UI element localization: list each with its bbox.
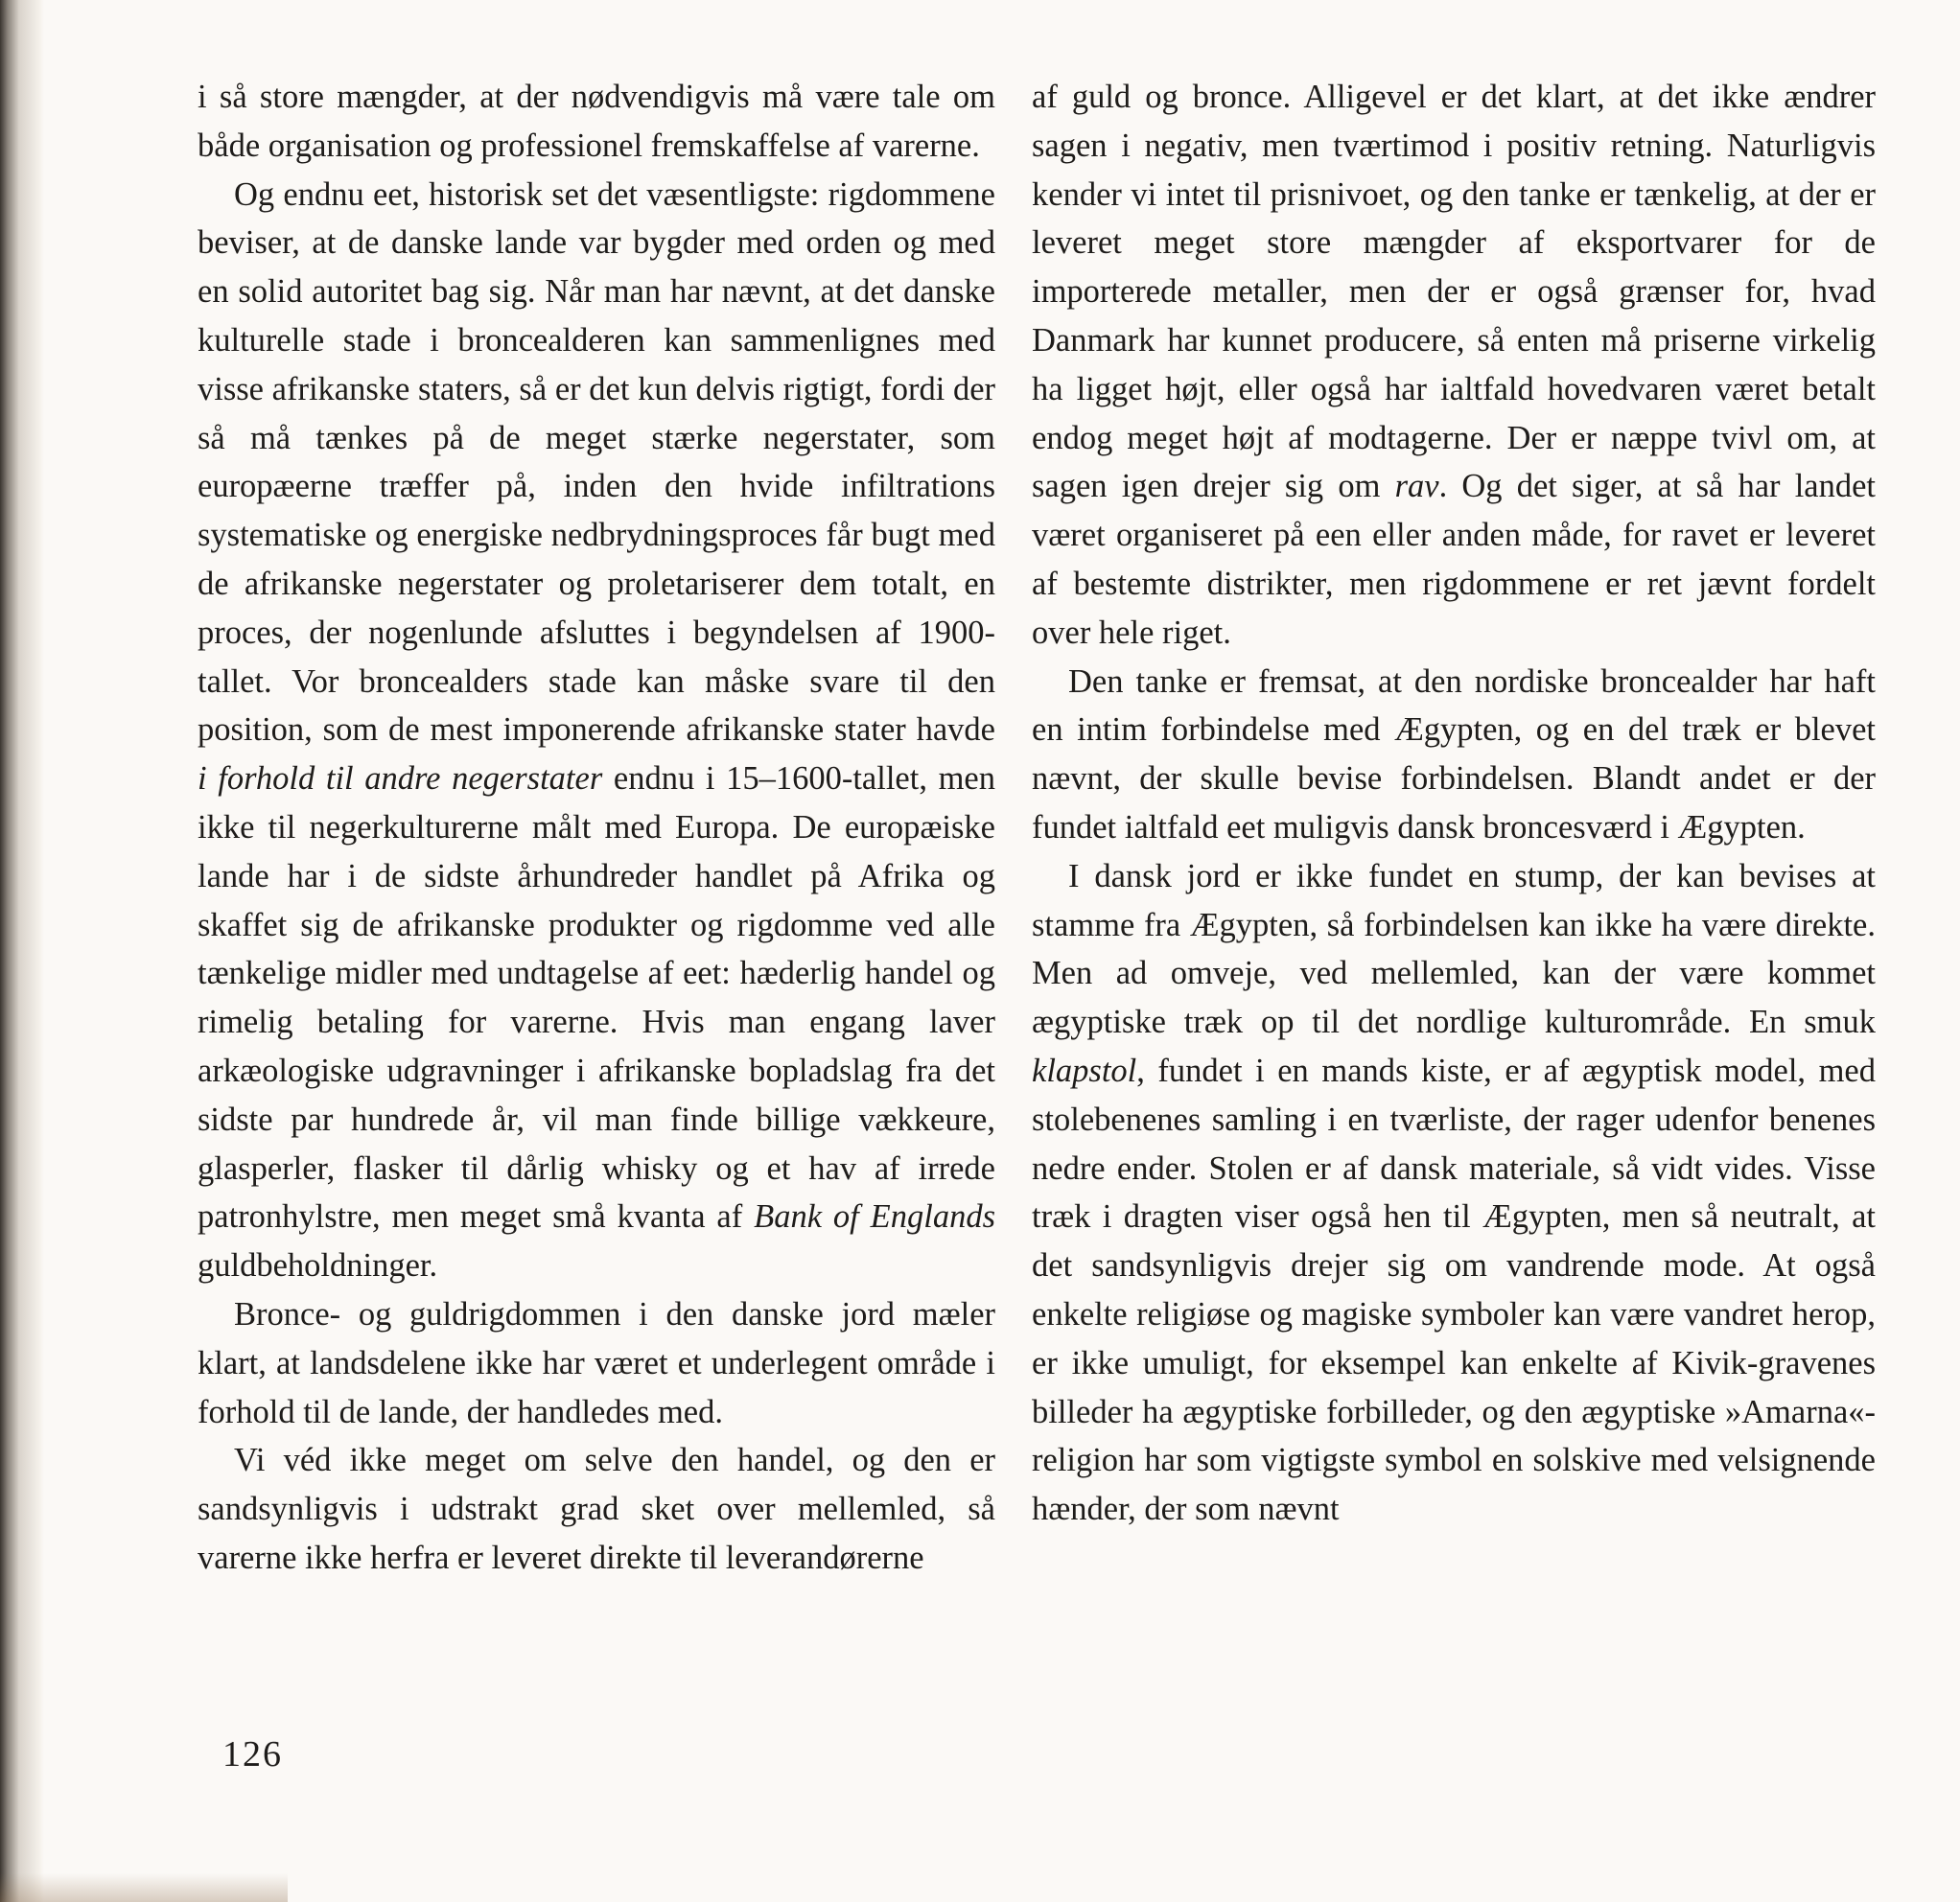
paragraph <box>198 1436 995 1582</box>
paragraph <box>198 171 995 1290</box>
paragraph-text: . Og det siger, at så har landet været organiseret på een eller anden måde, for ravet er leveret af bestemte distrikter, men rigdommene er ret jævnt fordelt over hele riget. <box>1032 468 1877 651</box>
right-text-column <box>1032 73 1876 1534</box>
italic-phrase: rav <box>1394 468 1439 505</box>
italic-phrase: Bank of Englands <box>754 1198 995 1236</box>
paragraph-text: Og endnu eet, historisk set det væsentligste: rigdommene beviser, at de danske lande var bygder med orden og med en solid autoritet bag sig. Når man har nævnt, at det danske kulturelle stade i broncealderen kan sammenlignes med visse afrikanske staters, så er det kun delvis rigtigt, fordi der så må tænkes på de meget stærke negerstater, som europæerne træffer på, inden den hvide infiltrations systematiske og energiske nedbrydningsproces får bugt med de afrikanske negerstater og proletariserer dem totalt, en proces, der nogenlunde afsluttes i begyndelsen af 1900-tallet. Vor broncealders stade kan måske svare til den position, som de mest imponerende afrikanske stater havde <box>198 175 995 749</box>
paragraph-text: I dansk jord er ikke fundet en stump, der kan bevises at stamme fra Ægypten, så forbindelsen kan ikke ha være direkte. Men ad omveje, ved mellemled, kan der være kommet ægyptiske træk op til det nordlige kulturområde. En smuk <box>1032 857 1876 1041</box>
paragraph-text: , fundet i en mands kiste, er af ægyptisk model, med stolebenenes samling i en tværliste, der rager udenfor benenes nedre ender. Stolen er af dansk materiale, så vidt vides. Visse træk i dragten viser også hen til Ægypten, men så neutralt, at det sandsynligvis drejer sig om vandrende mode. At også enkelte religiøse og magiske symboler kan være vandret herop, er ikke umuligt, for eksempel kan enkelte af Kivik-gravenes billeder ha ægyptiske forbilleder, og den ægyptiske »Amarna«-religion har som vigtigste symbol en solskive med velsignende hænder, der som nævnt <box>1032 1052 1876 1528</box>
paragraph <box>198 73 995 171</box>
left-text-column <box>198 73 995 1583</box>
italic-phrase: klapstol <box>1032 1052 1137 1089</box>
paragraph-text: guldbeholdninger. <box>198 1247 438 1285</box>
book-binding-shadow <box>0 0 44 1902</box>
paragraph-text: Bronce- og guldrigdommen i den danske jord mæler klart, at landsdelene ikke har været et underlegent område i forhold til de lande, der handledes med. <box>198 1295 995 1430</box>
italic-phrase: i forhold til andre negerstater <box>198 760 603 798</box>
paragraph-text: af guld og bronce. Alligevel er det klart, at det ikke ændrer sagen i negativ, men tværtimod i positiv retning. Naturligvis kender vi intet til prisnivoet, og den tanke er tænkelig, at der er leveret meget store mængder af eksportvarer for de importerede metaller, men der er også grænser for, hvad Danmark har kunnet producere, så enten må priserne virkelig ha ligget højt, eller også har ialtfald hovedvaren været betalt endog meget højt af modtagerne. Der er næppe tvivl om, at sagen igen drejer sig om <box>1032 79 1876 505</box>
paragraph-text: Den tanke er fremsat, at den nordiske broncealder har haft en intim forbindelse med Ægypten, og en del træk er blevet nævnt, der skulle bevise forbindelsen. Blandt andet er der fundet ialtfald eet muligvis dansk broncesværd i Ægypten. <box>1032 662 1876 846</box>
paragraph <box>1032 73 1876 658</box>
paragraph-text: i så store mængder, at der nødvendigvis må være tale om både organisation og professionel fremskaffelse af varerne. <box>198 79 995 164</box>
paragraph <box>1032 852 1876 1534</box>
paragraph-text: endnu i 15–1600-tallet, men ikke til negerkulturerne målt med Europa. De europæiske lande har i de sidste århundreder handlet på Afrika og skaffet sig de afrikanske produkter og rigdomme ved alle tænkelige midler med undtagelse af eet: hæderlig handel og rimelig betaling for varerne. Hvis man engang laver arkæologiske udgravninger i afrikanske bopladslag fra det sidste par hundrede år, vil man finde billige vækkeure, glasperler, flasker til dårlig whisky og et hav af irrede patronhylstre, men meget små kvanta af <box>198 760 995 1236</box>
paragraph-text: Vi véd ikke meget om selve den handel, og den er sandsynligvis i udstrakt grad sket over mellemled, så varerne ikke herfra er leveret direkte til leverandørerne <box>198 1442 995 1576</box>
page-number: 126 <box>222 1734 283 1774</box>
paragraph <box>1032 658 1876 852</box>
paragraph <box>198 1290 995 1436</box>
page-edge-shadow <box>0 1873 288 1902</box>
